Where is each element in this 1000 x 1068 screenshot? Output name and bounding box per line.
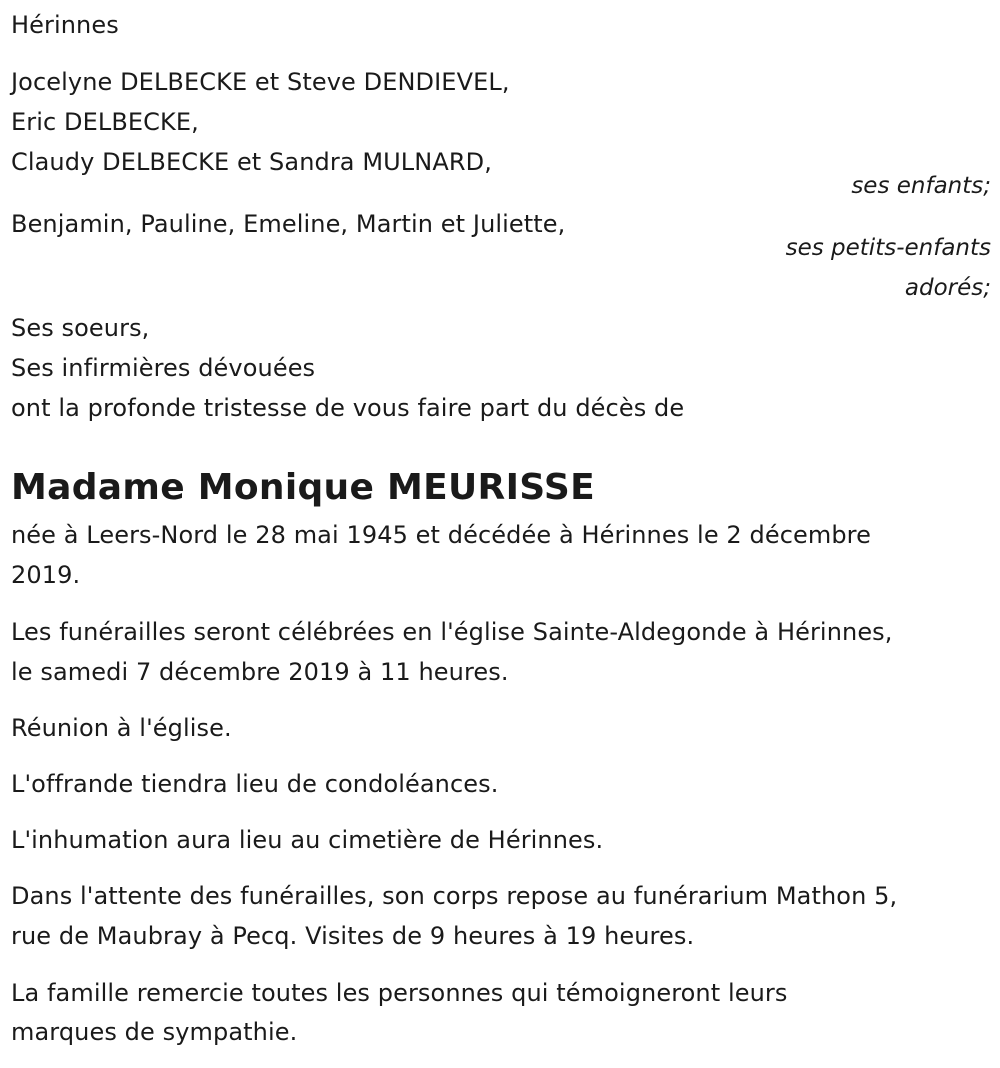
- thanks-line: La famille remercie toutes les personnes qui témoigneront leurs: [11, 979, 788, 1007]
- offering-line: L'offrande tiendra lieu de condoléances.: [11, 770, 499, 798]
- child-line: Eric DELBECKE,: [11, 108, 199, 136]
- child-line: Claudy DELBECKE et Sandra MULNARD,: [11, 148, 492, 176]
- rest-line: rue de Maubray à Pecq. Visites de 9 heures à 19 heures.: [11, 922, 695, 950]
- grandchildren-role-cont: adorés;: [904, 275, 991, 301]
- meeting-line: Réunion à l'église.: [11, 714, 232, 742]
- thanks-line: marques de sympathie.: [11, 1018, 298, 1046]
- grandchildren-role: ses petits-enfants: [785, 235, 991, 261]
- other-family-line: Ses infirmières dévouées: [11, 354, 316, 382]
- rest-line: Dans l'attente des funérailles, son corps repose au funérarium Mathon 5,: [11, 882, 898, 910]
- child-line: Jocelyne DELBECKE et Steve DENDIEVEL,: [11, 68, 510, 96]
- funeral-line: Les funérailles seront célébrées en l'église Sainte-Aldegonde à Hérinnes,: [11, 618, 893, 646]
- grandchildren-line: Benjamin, Pauline, Emeline, Martin et Juliette,: [11, 210, 566, 238]
- deceased-name: Madame Monique MEURISSE: [11, 467, 596, 508]
- location: Hérinnes: [11, 11, 119, 39]
- children-role: ses enfants;: [851, 173, 991, 199]
- birth-death-line: 2019.: [11, 561, 81, 589]
- birth-death-line: née à Leers-Nord le 28 mai 1945 et décédée à Hérinnes le 2 décembre: [11, 521, 871, 549]
- burial-line: L'inhumation aura lieu au cimetière de Hérinnes.: [11, 826, 604, 854]
- funeral-line: le samedi 7 décembre 2019 à 11 heures.: [11, 658, 509, 686]
- announcement-line: ont la profonde tristesse de vous faire part du décès de: [11, 394, 685, 422]
- other-family-line: Ses soeurs,: [11, 314, 150, 342]
